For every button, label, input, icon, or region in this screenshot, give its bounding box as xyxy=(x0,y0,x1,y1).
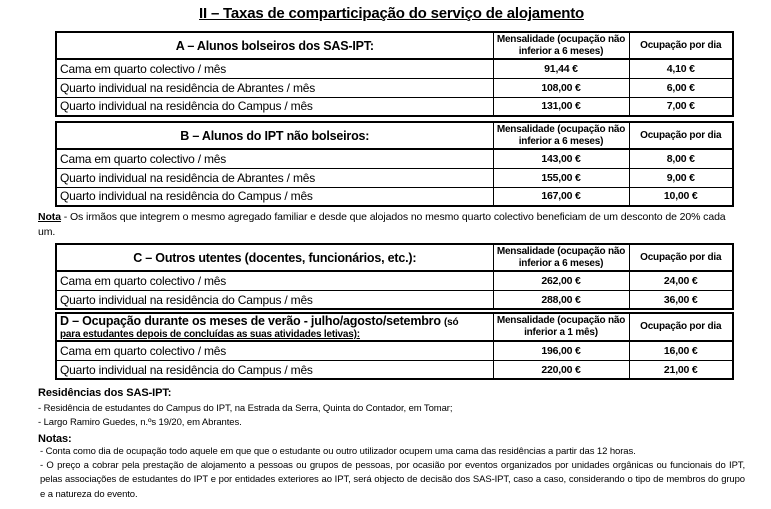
monthly-value: 288,00 € xyxy=(493,290,629,309)
nota-paragraph xyxy=(38,210,745,239)
daily-value: 21,00 € xyxy=(629,360,733,379)
row-description: Cama em quarto colectivo / mês xyxy=(56,271,493,290)
table-d-header-row xyxy=(56,313,733,341)
note-item: - O preço a cobrar pela prestação de alojamento a pessoas ou grupos de pessoas, por ocasião por eventos organizados por unidades orgânicas ou funcionais do IPT, pelas associações de estudantes do IPT e por entidades exteriores ao IPT, será objecto de decisão dos SAS-IPT, caso a caso, considerando o tipo de membros do grupo e a natureza do evento. xyxy=(40,460,745,500)
row-description: Cama em quarto colectivo / mês xyxy=(56,149,493,168)
section-a-title: A – Alunos bolseiros dos SAS-IPT: xyxy=(56,32,493,59)
notes-heading: Notas: xyxy=(38,432,72,445)
section-d-title-main: D – Ocupação durante os meses de verão - julho/agosto/setembro xyxy=(60,314,445,329)
row-description: Quarto individual na residência de Abrantes / mês xyxy=(56,168,493,187)
table-row xyxy=(56,360,733,379)
row-description: Quarto individual na residência do Campus / mês xyxy=(56,290,493,309)
monthly-value: 196,00 € xyxy=(493,341,629,360)
monthly-value: 155,00 € xyxy=(493,168,629,187)
monthly-value: 262,00 € xyxy=(493,271,629,290)
daily-column-header: Ocupação por dia xyxy=(629,32,733,59)
table-b-header-row xyxy=(56,122,733,149)
monthly-value: 131,00 € xyxy=(493,97,629,116)
row-description: Quarto individual na residência de Abrantes / mês xyxy=(56,78,493,97)
daily-value: 16,00 € xyxy=(629,341,733,360)
section-d-title xyxy=(56,313,493,341)
row-description: Cama em quarto colectivo / mês xyxy=(56,341,493,360)
residences-heading: Residências dos SAS-IPT: xyxy=(38,387,172,400)
monthly-value: 167,00 € xyxy=(493,187,629,206)
fee-table-b xyxy=(55,121,734,207)
daily-value: 36,00 € xyxy=(629,290,733,309)
table-row xyxy=(56,271,733,290)
daily-value: 9,00 € xyxy=(629,168,733,187)
section-b-title: B – Alunos do IPT não bolseiros: xyxy=(56,122,493,149)
daily-value: 6,00 € xyxy=(629,78,733,97)
fee-table-d xyxy=(55,312,734,380)
monthly-value: 108,00 € xyxy=(493,78,629,97)
table-row xyxy=(56,78,733,97)
daily-value: 24,00 € xyxy=(629,271,733,290)
monthly-column-header: Mensalidade (ocupação não inferior a 6 meses) xyxy=(493,122,629,149)
fee-table-c xyxy=(55,243,734,310)
note-item: - Conta como dia de ocupação todo aquele em que que o estudante ou outro utilizador ocupem uma cama das residências a partir das 12 horas. xyxy=(40,445,636,457)
daily-value: 7,00 € xyxy=(629,97,733,116)
row-description: Quarto individual na residência do Campus / mês xyxy=(56,187,493,206)
table-a-header-row xyxy=(56,32,733,59)
daily-column-header: Ocupação por dia xyxy=(629,122,733,149)
daily-value: 8,00 € xyxy=(629,149,733,168)
section-d-title-line2: para estudantes depois de concluídas as suas atividades letivas): xyxy=(60,328,360,340)
section-c-title: C – Outros utentes (docentes, funcionários, etc.): xyxy=(56,244,493,271)
monthly-value: 220,00 € xyxy=(493,360,629,379)
table-row xyxy=(56,97,733,116)
page-title: II – Taxas de comparticipação do serviço de alojamento xyxy=(199,5,584,22)
daily-value: 10,00 € xyxy=(629,187,733,206)
table-row xyxy=(56,149,733,168)
residence-item: - Residência de estudantes do Campus do IPT, na Estrada da Serra, Quinta do Contador, em Tomar; xyxy=(38,403,453,415)
section-d-title-paren: (só xyxy=(444,317,459,329)
residence-item: - Largo Ramiro Guedes, n.ºs 19/20, em Abrantes. xyxy=(38,417,242,429)
nota-label: Nota xyxy=(38,211,61,223)
daily-column-header: Ocupação por dia xyxy=(629,244,733,271)
fee-table-a xyxy=(55,31,734,117)
monthly-column-header: Mensalidade (ocupação não inferior a 1 mês) xyxy=(493,313,629,341)
monthly-column-header: Mensalidade (ocupação não inferior a 6 meses) xyxy=(493,244,629,271)
table-c-header-row xyxy=(56,244,733,271)
monthly-value: 91,44 € xyxy=(493,59,629,78)
daily-value: 4,10 € xyxy=(629,59,733,78)
row-description: Quarto individual na residência do Campus / mês xyxy=(56,97,493,116)
daily-column-header: Ocupação por dia xyxy=(629,313,733,341)
table-row xyxy=(56,59,733,78)
nota-text: - Os irmãos que integrem o mesmo agregado familiar e desde que alojados no mesmo quarto colectivo beneficiam de um desconto de 20% cada um. xyxy=(38,211,726,238)
row-description: Cama em quarto colectivo / mês xyxy=(56,59,493,78)
table-row xyxy=(56,290,733,309)
monthly-column-header: Mensalidade (ocupação não inferior a 6 meses) xyxy=(493,32,629,59)
table-row xyxy=(56,341,733,360)
table-row xyxy=(56,168,733,187)
footer-section xyxy=(38,387,745,502)
row-description: Quarto individual na residência do Campus / mês xyxy=(56,360,493,379)
table-row xyxy=(56,187,733,206)
monthly-value: 143,00 € xyxy=(493,149,629,168)
